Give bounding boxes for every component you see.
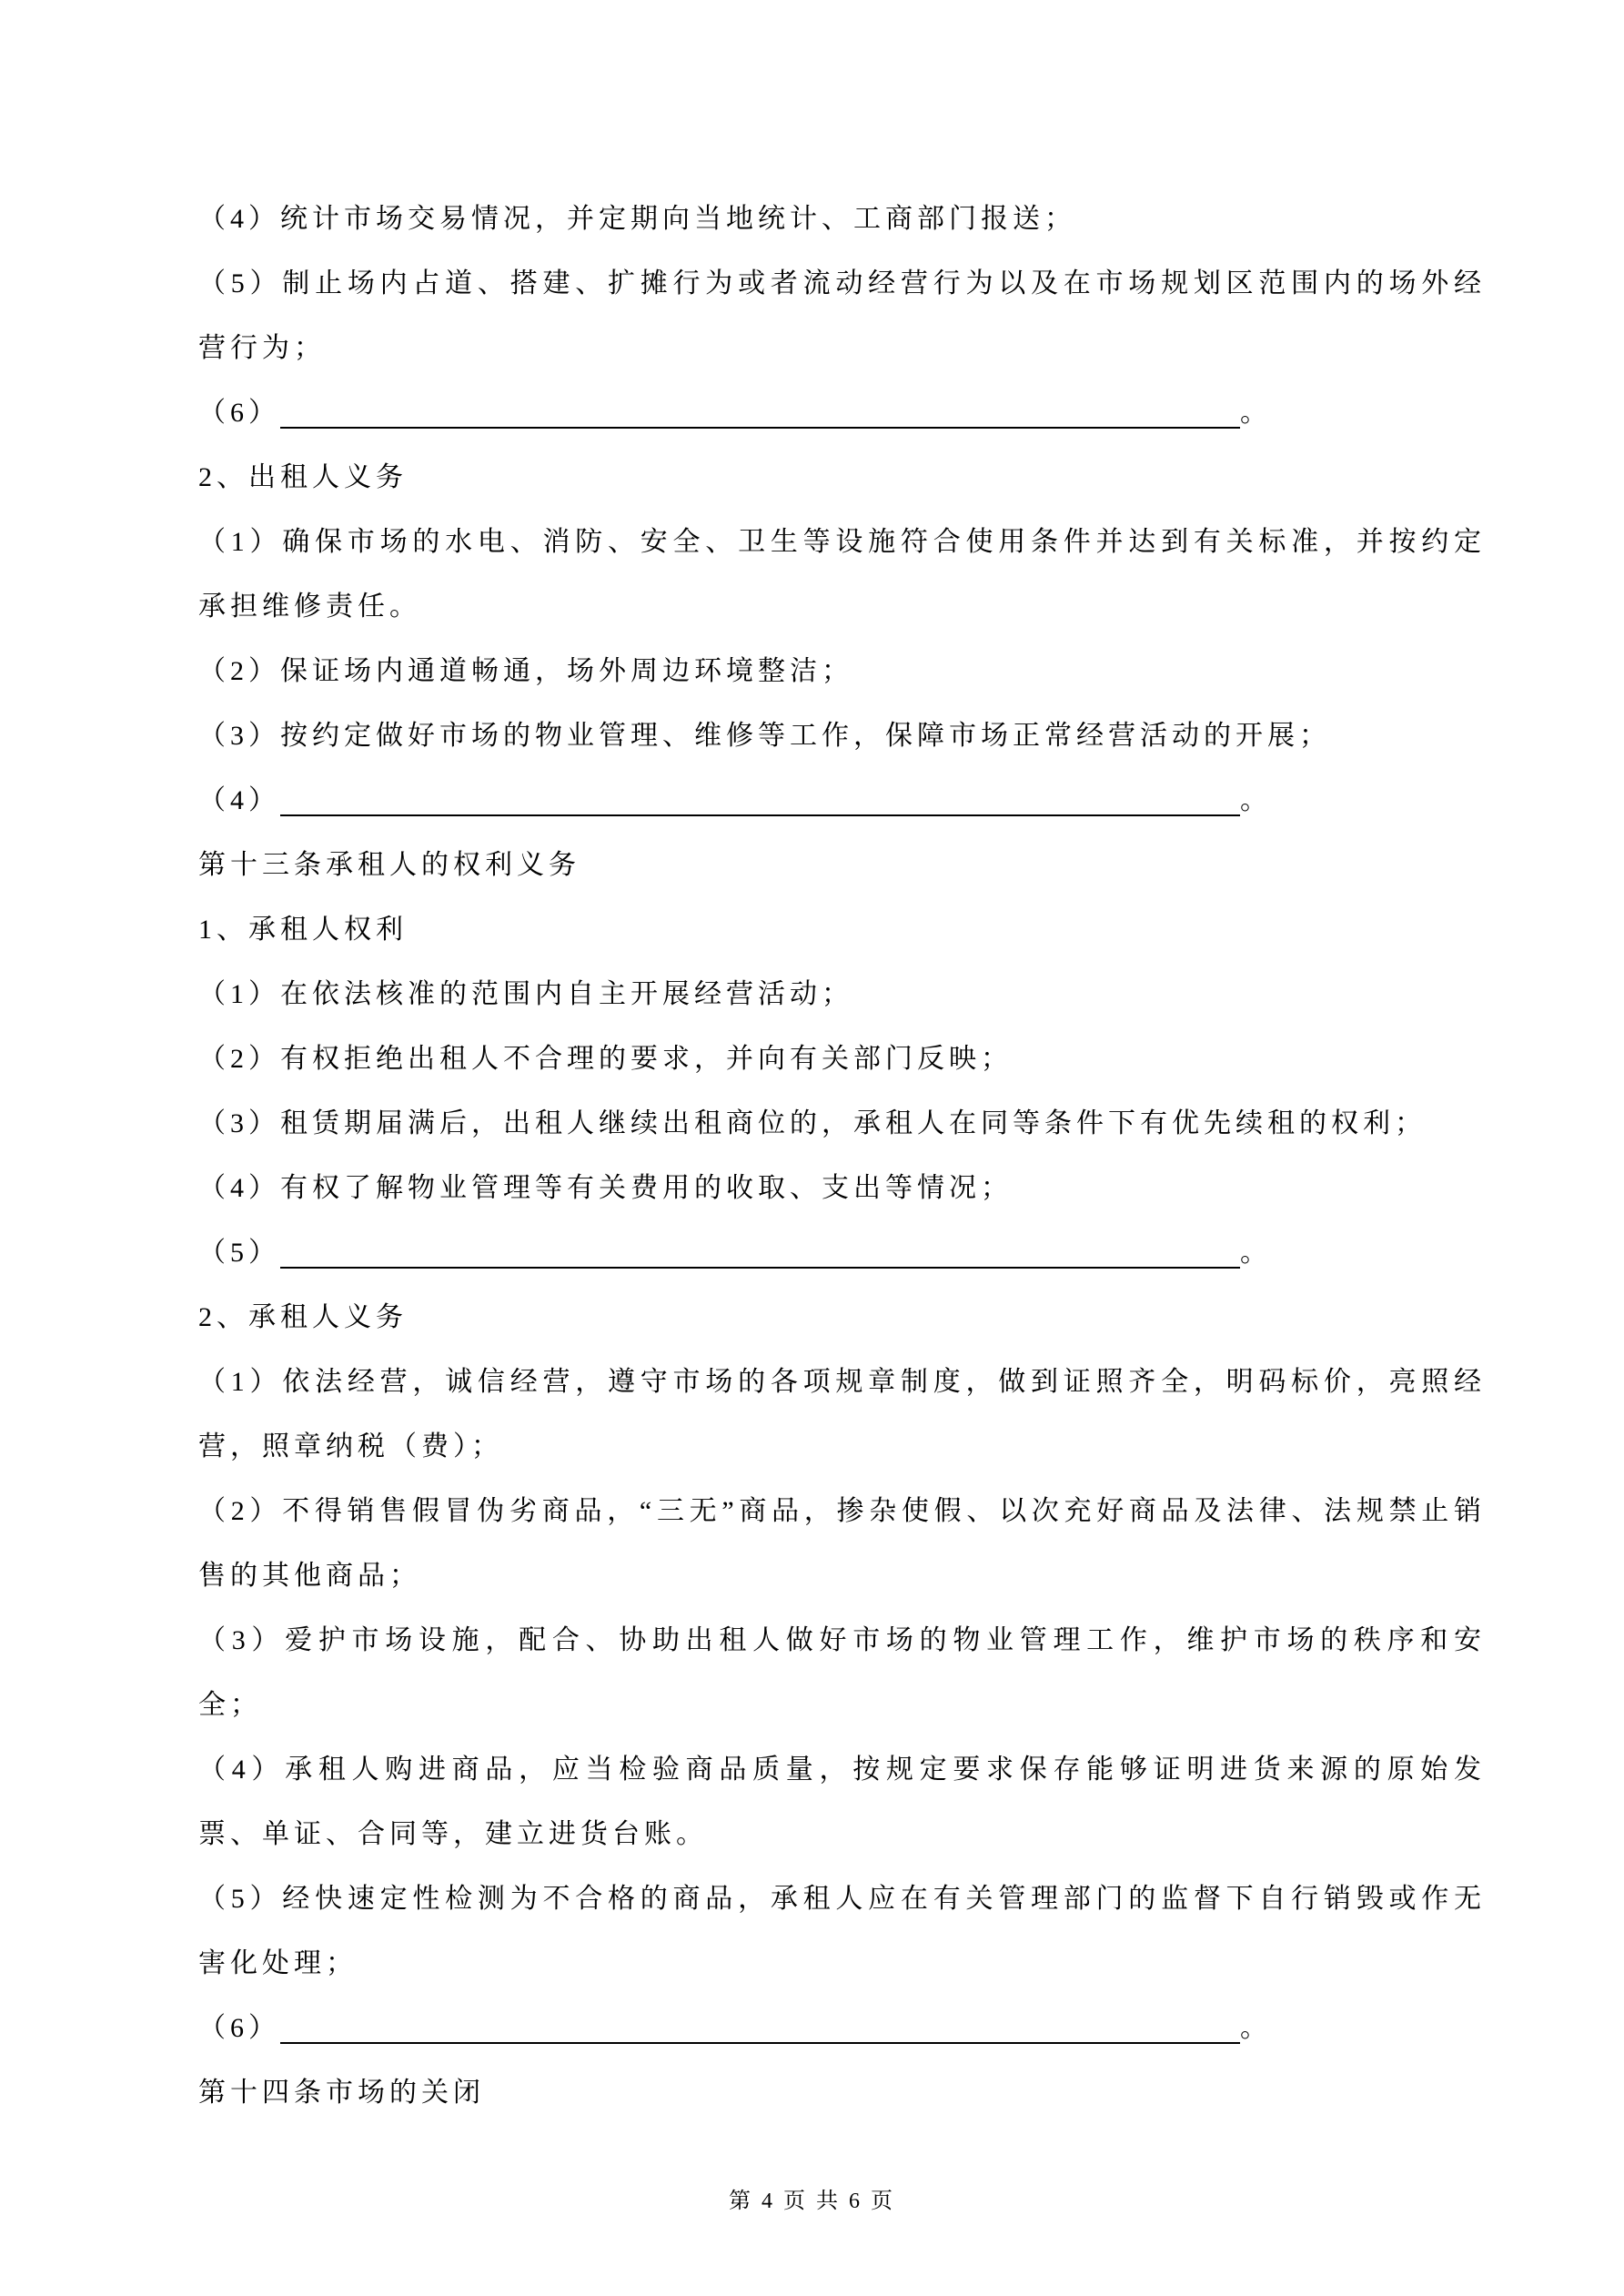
fill-in-number: （4） bbox=[198, 785, 280, 815]
fill-in-blank bbox=[280, 401, 1240, 429]
fill-in-line bbox=[198, 1996, 1486, 2060]
clause-item: （1）依法经营，诚信经营，遵守市场的各项规章制度，做到证照齐全，明码标价，亮照经营，照章纳税（费）； bbox=[198, 1367, 1486, 1462]
fill-in-number: （6） bbox=[198, 2013, 280, 2043]
section-heading: 第十三条承租人的权利义务 bbox=[198, 850, 580, 880]
fill-in-blank bbox=[280, 1241, 1240, 1269]
clause-item: （3）租赁期届满后，出租人继续出租商位的，承租人在同等条件下有优先续租的权利； bbox=[198, 1108, 1427, 1138]
subsection-title: 2、出租人义务 bbox=[198, 462, 408, 492]
clause-item: （5）制止场内占道、搭建、扩摊行为或者流动经营行为以及在市场规划区范围内的场外经营行为； bbox=[198, 268, 1486, 363]
fill-in-period: 。 bbox=[1240, 2013, 1272, 2043]
fill-in-line bbox=[198, 1220, 1486, 1285]
clause-item: （4）承租人购进商品，应当检验商品质量，按规定要求保存能够证明进货来源的原始发票、单证、合同等，建立进货台账。 bbox=[198, 1755, 1486, 1849]
page-footer: 第 4 页 共 6 页 bbox=[729, 2190, 895, 2213]
fill-in-line bbox=[198, 380, 1486, 445]
subsection-title: 2、承租人义务 bbox=[198, 1302, 408, 1332]
clause-item: （3）按约定做好市场的物业管理、维修等工作，保障市场正常经营活动的开展； bbox=[198, 721, 1331, 751]
clause-item: （2）保证场内通道畅通，场外周边环境整洁； bbox=[198, 656, 853, 686]
clause-item: （4）有权了解物业管理等有关费用的收取、支出等情况； bbox=[198, 1173, 1013, 1203]
fill-in-period: 。 bbox=[1240, 398, 1272, 428]
section-heading: 第十四条市场的关闭 bbox=[198, 2078, 485, 2108]
fill-in-number: （5） bbox=[198, 1238, 280, 1268]
clause-item: （3）爱护市场设施，配合、协助出租人做好市场的物业管理工作，维护市场的秩序和安全； bbox=[198, 1625, 1486, 1720]
fill-in-blank bbox=[280, 789, 1240, 816]
fill-in-blank bbox=[280, 2017, 1240, 2044]
clause-item: （5）经快速定性检测为不合格的商品，承租人应在有关管理部门的监督下自行销毁或作无害化处理； bbox=[198, 1884, 1486, 1978]
clause-item: （2）不得销售假冒伪劣商品，“三无”商品，掺杂使假、以次充好商品及法律、法规禁止销售的其他商品； bbox=[198, 1496, 1486, 1591]
fill-in-line bbox=[198, 768, 1486, 833]
fill-in-period: 。 bbox=[1240, 785, 1272, 815]
subsection-title: 1、承租人权利 bbox=[198, 915, 408, 945]
clause-item: （1）确保市场的水电、消防、安全、卫生等设施符合使用条件并达到有关标准，并按约定承担维修责任。 bbox=[198, 527, 1486, 622]
clause-item: （4）统计市场交易情况，并定期向当地统计、工商部门报送； bbox=[198, 204, 1076, 234]
fill-in-period: 。 bbox=[1240, 1238, 1272, 1268]
fill-in-number: （6） bbox=[198, 398, 280, 428]
clause-item: （2）有权拒绝出租人不合理的要求，并向有关部门反映； bbox=[198, 1044, 1013, 1074]
clause-item: （1）在依法核准的范围内自主开展经营活动； bbox=[198, 979, 853, 1009]
